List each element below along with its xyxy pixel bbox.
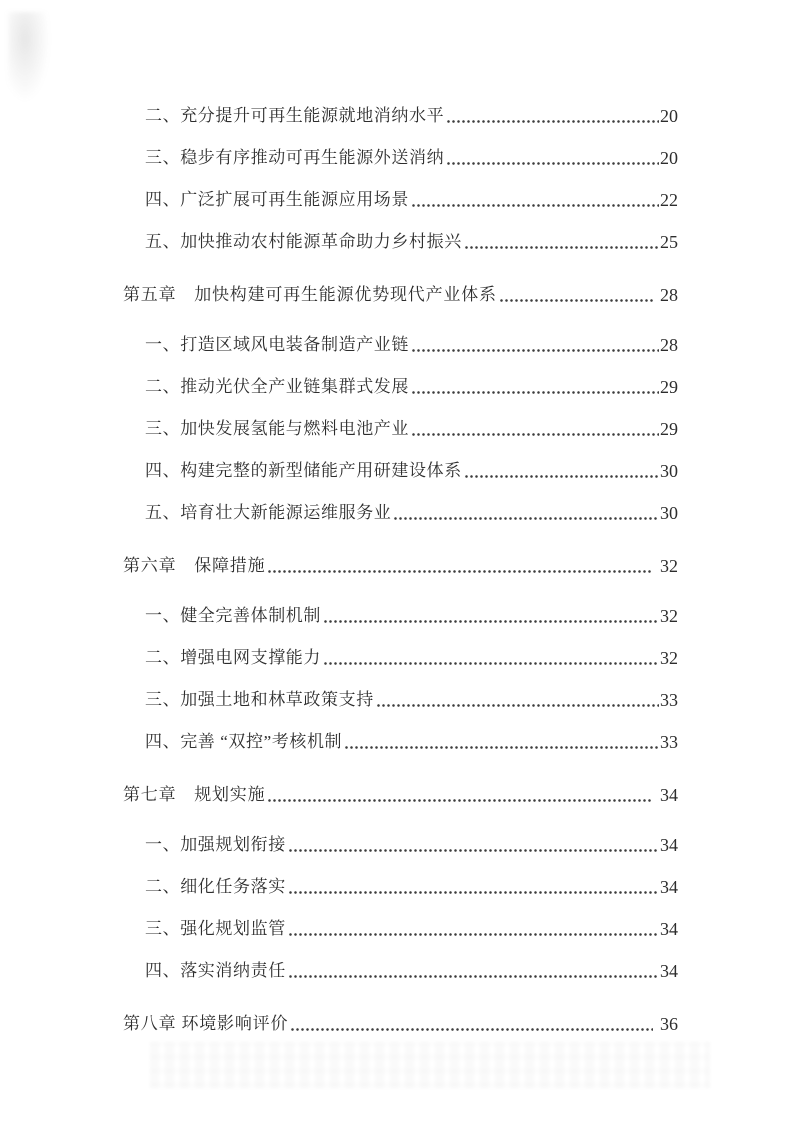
toc-entry-page-number: 22: [660, 190, 678, 210]
toc-entry-label: 第八章 环境影响评价: [123, 1014, 289, 1033]
toc-entry-item: [145, 960, 678, 982]
toc-entry-label: 五、培育壮大新能源运维服务业: [145, 503, 392, 522]
toc-entry-item: [145, 376, 678, 398]
toc-entry-item: [145, 918, 678, 940]
toc-entry-label: 四、构建完整的新型储能产用研建设体系: [145, 461, 462, 480]
dot-leader: [286, 834, 660, 856]
dot-leader: [497, 284, 654, 306]
toc-entry-page-number: 32: [660, 556, 678, 576]
dot-leader: [286, 960, 660, 982]
dot-leader: [391, 502, 660, 524]
toc-entry-label: 四、落实消纳责任: [145, 961, 286, 980]
toc-entry-page-number: 33: [660, 732, 678, 752]
toc-entry-page-number: 20: [660, 148, 678, 168]
toc-entry-item: [145, 460, 678, 482]
toc-entry-page-number: 34: [660, 961, 678, 981]
dot-leader: [265, 555, 654, 577]
toc-entry-item: [145, 876, 678, 898]
toc-entry-page-number: 25: [660, 232, 678, 252]
toc-entry-label: 二、增强电网支撑能力: [145, 648, 321, 667]
toc-entry-label: 二、细化任务落实: [145, 877, 286, 896]
toc-entry-label: 四、广泛扩展可再生能源应用场景: [145, 190, 409, 209]
toc-entry-page-number: 29: [660, 377, 678, 397]
toc-entry-page-number: 29: [660, 419, 678, 439]
toc-entry-label: 第七章 规划实施: [123, 785, 266, 804]
toc-entry-page-number: 34: [660, 877, 678, 897]
toc-entry-page-number: 36: [660, 1014, 678, 1034]
toc-entry-chapter: [123, 1013, 678, 1035]
dot-leader: [409, 376, 660, 398]
toc-entry-page-number: 34: [660, 919, 678, 939]
toc-entry-item: [145, 647, 678, 669]
dot-leader: [409, 334, 660, 356]
toc-entry-page-number: 32: [660, 648, 678, 668]
toc-entry-page-number: 33: [660, 690, 678, 710]
dot-leader: [286, 918, 660, 940]
toc-entry-label: 一、健全完善体制机制: [145, 606, 321, 625]
dot-leader: [444, 147, 660, 169]
dot-leader: [374, 689, 660, 711]
toc-entry-label: 三、加快发展氢能与燃料电池产业: [145, 419, 409, 438]
toc-entry-item: [145, 105, 678, 127]
toc-entry-label: 二、推动光伏全产业链集群式发展: [145, 377, 409, 396]
toc-entry-page-number: 34: [660, 835, 678, 855]
dot-leader: [444, 105, 660, 127]
toc-entry-page-number: 28: [660, 335, 678, 355]
toc-entry-label: 一、打造区域风电装备制造产业链: [145, 335, 409, 354]
toc-entry-item: [145, 605, 678, 627]
toc-entry-chapter: [123, 784, 678, 806]
toc-entry-page-number: 28: [660, 285, 678, 305]
toc-entry-label: 二、充分提升可再生能源就地消纳水平: [145, 106, 445, 125]
dot-leader: [409, 189, 660, 211]
toc-entry-label: 一、加强规划衔接: [145, 835, 286, 854]
toc-entry-label: 五、加快推动农村能源革命助力乡村振兴: [145, 232, 462, 251]
toc-entry-item: [145, 334, 678, 356]
toc-entry-item: [145, 147, 678, 169]
toc-entry-page-number: 34: [660, 785, 678, 805]
toc-entry-page-number: 30: [660, 461, 678, 481]
toc-entry-chapter: [123, 284, 678, 306]
toc-entry-page-number: 32: [660, 606, 678, 626]
dot-leader: [462, 460, 660, 482]
toc-entry-label: 三、加强土地和林草政策支持: [145, 690, 374, 709]
toc-entry-label: 第六章 保障措施: [123, 556, 266, 575]
toc-entry-item: [145, 731, 678, 753]
dot-leader: [265, 784, 654, 806]
toc-entry-item: [145, 231, 678, 253]
toc-entry-label: 三、稳步有序推动可再生能源外送消纳: [145, 148, 445, 167]
dot-leader: [409, 418, 660, 440]
toc-entry-item: [145, 689, 678, 711]
dot-leader: [286, 876, 660, 898]
toc-entry-item: [145, 834, 678, 856]
dot-leader: [342, 731, 660, 753]
toc-entry-page-number: 30: [660, 503, 678, 523]
toc-entry-label: 三、强化规划监管: [145, 919, 286, 938]
dot-leader: [321, 647, 660, 669]
toc-entry-item: [145, 502, 678, 524]
toc-entry-label: 第五章 加快构建可再生能源优势现代产业体系: [123, 285, 497, 304]
dot-leader: [288, 1013, 654, 1035]
toc-entry-label: 四、完善 “双控”考核机制: [145, 732, 343, 751]
toc-entry-chapter: [123, 555, 678, 577]
dot-leader: [321, 605, 660, 627]
toc-entry-page-number: 20: [660, 106, 678, 126]
dot-leader: [462, 231, 660, 253]
toc-entry-item: [145, 418, 678, 440]
toc-entry-item: [145, 189, 678, 211]
